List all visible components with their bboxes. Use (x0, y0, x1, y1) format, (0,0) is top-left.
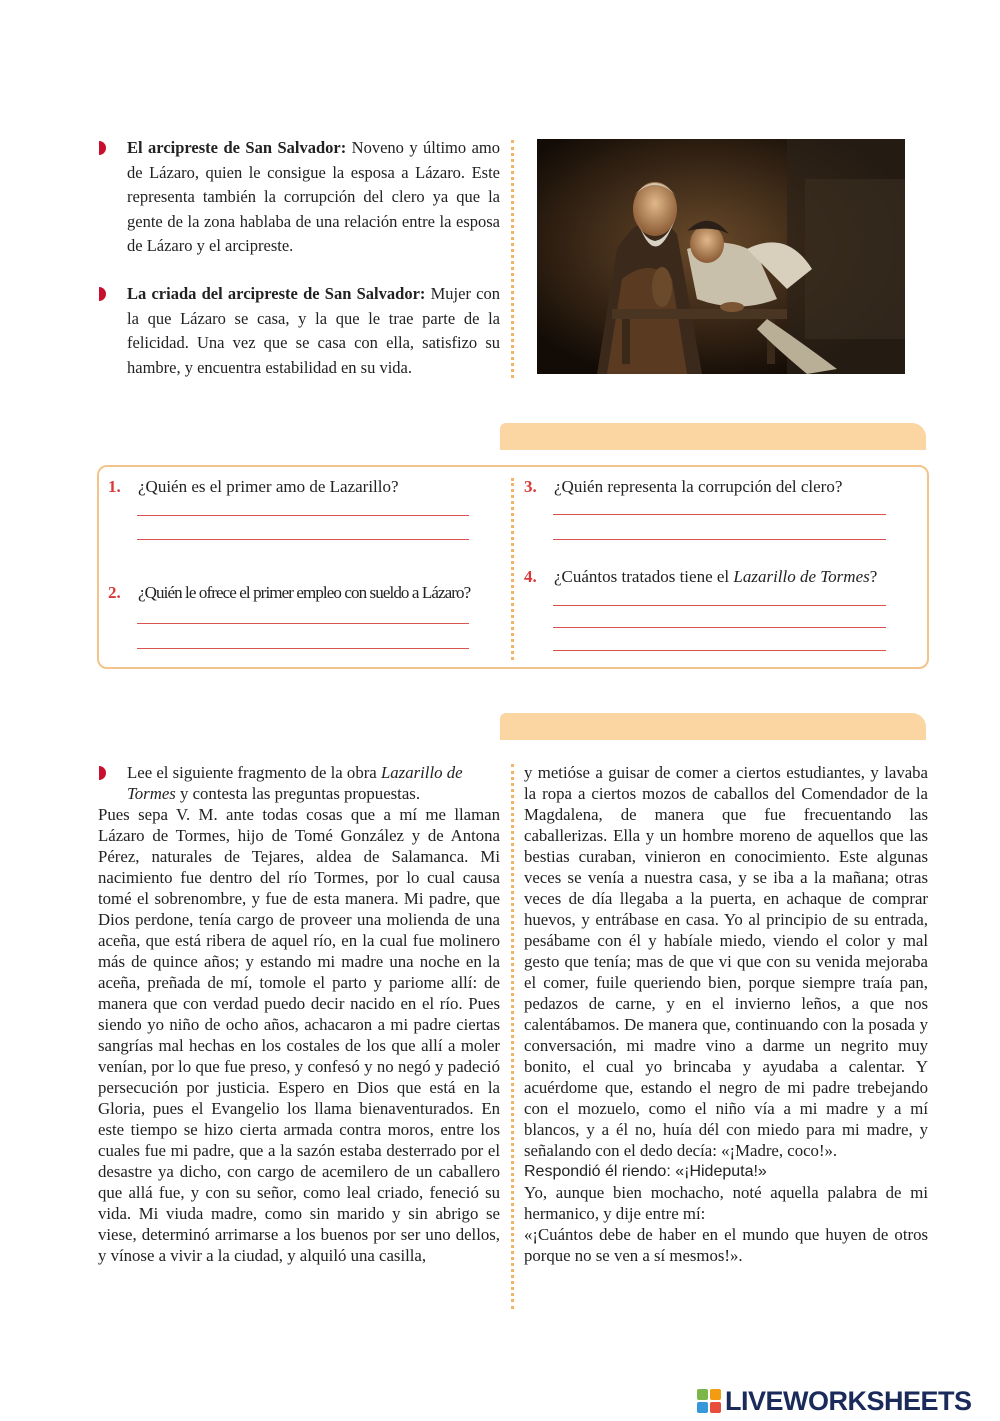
reading-paragraph: Respondió él riendo: «¡Hideputa!» (524, 1163, 767, 1180)
lazarillo-painting (537, 139, 905, 374)
question-text: ¿Cuántos tratados tiene el (554, 567, 734, 586)
instructions-text: Lee el siguiente fragmento de la obra (127, 763, 381, 782)
questions-divider (511, 478, 514, 660)
question-text: ¿Quién representa la corrupción del clero? (554, 477, 843, 496)
reading-instructions (127, 762, 504, 804)
question-title-italic: Lazarillo de Tormes (733, 567, 870, 586)
question-4 (524, 566, 877, 588)
question-3 (524, 476, 842, 498)
reading-paragraph: Yo, aunque bien mochacho, noté aquella palabra de mi hermanico, y dije entre mí: (524, 1183, 928, 1223)
answer-line-3b[interactable] (553, 539, 886, 540)
reading-paragraph: y metióse a guisar de comer a ciertos estudiantes, y lavaba la ropa a ciertos mozos de caballos del Comendador de la Magdalena, de manera que fue frecuentando las caballerizas. Ella y un hombre moreno de aquellos que las bestias curaban, vinieron en conocimiento. Este algunas veces se venía a nuestra casa, y se iba a la mañana; otras veces de día llegaba a la puerta, en achaque de comprar huevos, y entrábase en casa. Yo al principio de su entrada, pesábame con él y habíale miedo, viendo el color y mal gesto que tenía; mas de que vi que con su venida mejoraba el comer, fuile queriendo bien, porque siempre traía pan, pedazos de carne, y en el invierno leños, a que nos calentábamos. De manera que, continuando con la posada y conversación, mi madre vino a darme un negrito muy bonito, el cual yo brincaba y ayudaba a calentar. Y acuérdome que, estando el negro de mi padre trebejando con el mozuelo, como el niño vía a mi madre y a mí blancos, y a él no, huía dél con miedo para mi madre, y señalando con el dedo decía: «¡Madre, coco!». (524, 763, 928, 1160)
work-title: Lazarillo de Tormes (127, 763, 463, 803)
bullet-marker (99, 141, 106, 155)
question-text: ¿Quién le ofrece el primer empleo con sueldo a Lázaro? (138, 583, 471, 602)
instructions-text-end: y contesta las preguntas propuestas. (175, 784, 421, 803)
answer-line-2b[interactable] (137, 648, 469, 649)
question-number: 2. (108, 583, 121, 602)
logo-icon (697, 1389, 721, 1413)
character-name: La criada del arcipreste de San Salvador: (127, 284, 426, 303)
reading-paragraph: «¡Cuántos debe de haber en el mundo que huyen de otros porque no se ven a sí mesmos!». (524, 1225, 928, 1265)
character-entry-criada (127, 282, 500, 380)
question-number: 1. (108, 477, 121, 496)
reading-left-column (98, 804, 500, 1266)
character-description: Mujer con la que Lázaro se casa, y la que le trae parte de la felicidad. Una vez que se casa con ella, satisfizo su hambre, y encuentra estabilidad en su vida. (127, 284, 500, 377)
question-text: ¿Quién es el primer amo de Lazarillo? (138, 477, 399, 496)
reading-right-column (524, 762, 928, 1266)
reading-divider (511, 764, 514, 1309)
painting-image (537, 139, 905, 374)
section-banner-reading (500, 713, 926, 740)
question-number: 3. (524, 477, 537, 496)
answer-line-4a[interactable] (553, 605, 886, 606)
question-2 (108, 582, 470, 604)
bullet-marker (99, 287, 106, 301)
liveworksheets-logo (697, 1385, 972, 1417)
question-1 (108, 476, 399, 498)
answer-line-1a[interactable] (137, 515, 469, 516)
section-banner-questions (500, 423, 926, 450)
reading-paragraph: Pues sepa V. M. ante todas cosas que a mí me llaman Lázaro de Tormes, hijo de Tomé González y de Antona Pérez, naturales de Tejares, aldea de Salamanca. Mi nacimiento fue dentro del río Tormes, por lo cual causa tomé el sobrenombre, y fue de esta manera. Mi padre, que Dios perdone, tenía cargo de proveer una molienda de una aceña, que está ribera de aquel río, en la cual fue molinero más de quince años; y estando mi madre una noche en la aceña, preñada de mí, tomole el parto y pariome allí: de manera que con verdad puedo decir nacido en el río. Pues siendo yo niño de ocho años, achacaron a mi padre ciertas sangrías mal hechas en los costales de los que allí a moler venían, por lo que fue preso, y confesó y no negó y padeció persecución por justicia. Espero en Dios que está en la Gloria, pues el Evangelio los llama bienaventurados. En este tiempo se hizo cierta armada contra moros, entre los cuales fue mi padre, que a la sazón estaba desterrado por el desastre ya dicho, con cargo de acemilero de un caballero que allá fue, y con su señor, como leal criado, feneció su vida. Mi viuda madre, como sin marido y sin abrigo se viese, determinó arrimarse a los buenos por ser uno dellos, y vínose a vivir a la ciudad, y alquiló una casilla, (98, 805, 500, 1265)
answer-line-1b[interactable] (137, 539, 469, 540)
character-entry-arcipreste (127, 136, 500, 259)
bullet-marker (99, 766, 106, 780)
column-divider (511, 140, 514, 378)
character-description: Noveno y último amo de Lázaro, quien le consigue la esposa a Lázaro. Este representa también la corrupción del clero ya que la gente de la zona hablaba de una relación entre la esposa de Lázaro y el arcipreste. (127, 138, 500, 255)
character-name: El arcipreste de San Salvador: (127, 138, 347, 157)
question-number: 4. (524, 567, 537, 586)
question-text-end: ? (869, 567, 878, 586)
answer-line-2a[interactable] (137, 623, 469, 624)
answer-line-3a[interactable] (553, 514, 886, 515)
answer-line-4c[interactable] (553, 650, 886, 651)
logo-text: LIVEWORKSHEETS (725, 1385, 972, 1416)
answer-line-4b[interactable] (553, 627, 886, 628)
